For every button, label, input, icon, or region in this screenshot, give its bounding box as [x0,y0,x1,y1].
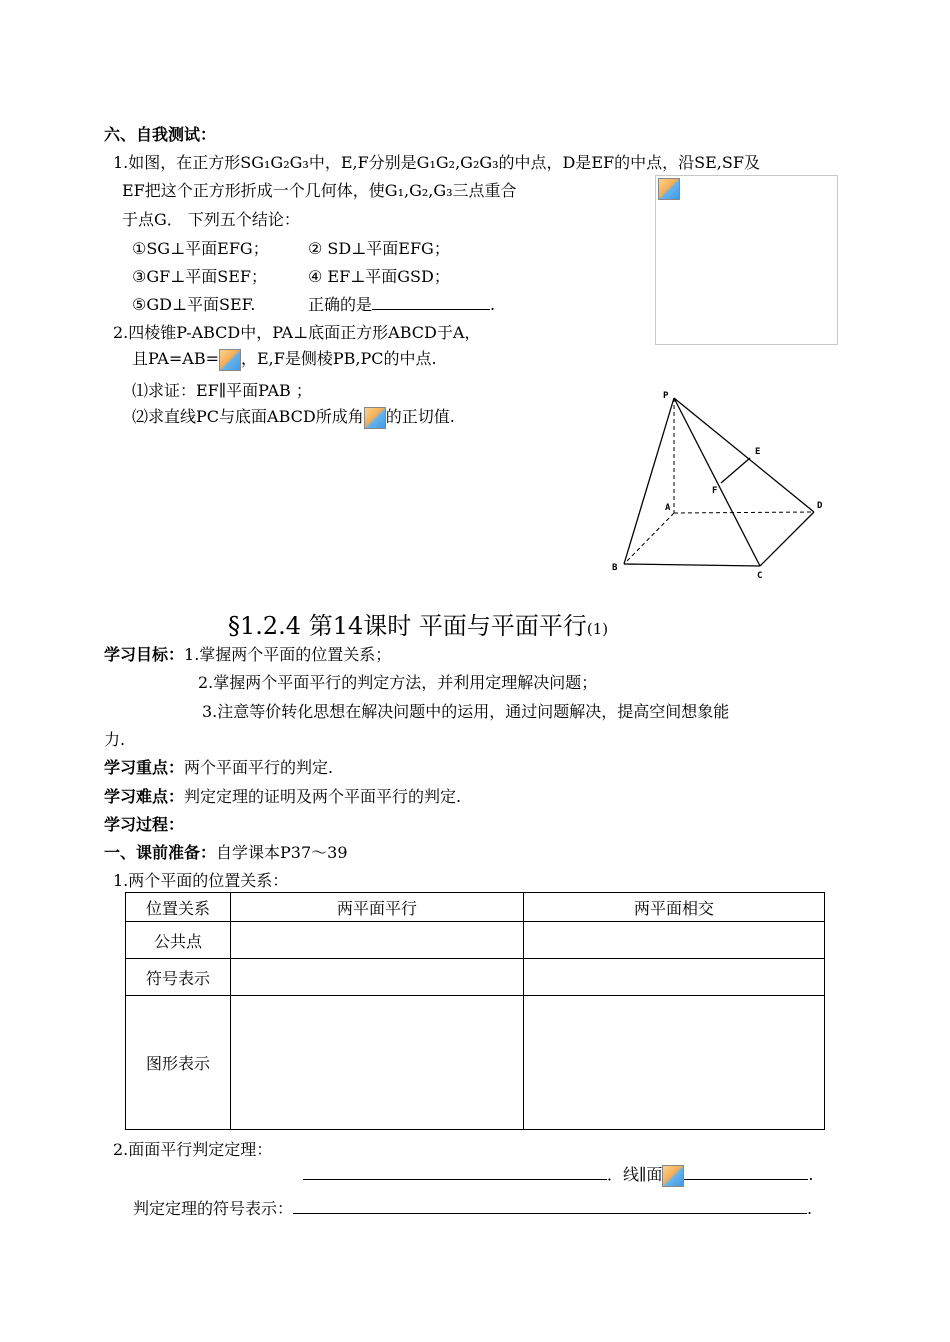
theorem-blank-1[interactable] [303,1165,607,1180]
position-table [125,892,825,1130]
goal-2: 2.掌握两个平面平行的判定方法，并利用定理解决问题； [198,673,598,692]
label-b: B [612,563,618,573]
answer-blank [372,295,490,310]
broken-image-icon [658,178,680,200]
table-header: 两平面相交 [524,893,825,922]
label-p: P [663,391,669,401]
theorem-image-icon [662,1165,684,1187]
symbol-blank[interactable] [293,1199,807,1214]
item-2: 2.面面平行判定定理： [113,1140,273,1159]
goals-line-1: 学习目标：1.掌握两个平面的位置关系； [104,645,392,664]
item-1: 1.两个平面的位置关系： [113,871,289,890]
answer-prompt: 正确的是 . [308,295,496,314]
choice-5: ⑤GD⊥平面SEF. [132,295,256,314]
choice-3: ③GF⊥平面SEF； [132,267,268,286]
segment-ef [721,458,750,483]
figure-frame [655,175,838,345]
table-cell[interactable] [524,959,825,996]
table-header: 两平面平行 [231,893,524,922]
table-row [126,959,825,996]
choice-1: ①SG⊥平面EFG； [132,239,269,258]
symbol-line: 判定定理的符号表示： . [133,1199,813,1218]
edge-cd [760,512,814,566]
process-label: 学习过程： [104,815,185,834]
table-row [126,996,825,1130]
edge-pc [674,398,760,566]
theorem-line: ．线∥面 . [303,1162,814,1187]
answer-label: 正确的是 [308,295,373,314]
question-2-sub-2: ⑵求直线PC与底面ABCD所成角 的正切值. [132,404,455,429]
row-label: 符号表示 [126,959,231,996]
question-1-line-1: 1.如图，在正方形SG₁G₂G₃中，E,F分别是G₁G₂,G₂G₃的中点，D是EF的中点，沿SE,SF及 [113,153,760,172]
row-label: 图形表示 [126,996,231,1130]
difficulty-line: 学习难点：判定定理的证明及两个平面平行的判定. [104,787,462,806]
table-header-row [126,893,825,922]
focus-line: 学习重点：两个平面平行的判定. [104,758,334,777]
edge-bc [624,564,760,566]
table-cell[interactable] [231,996,524,1130]
label-e: E [755,447,761,457]
theorem-blank-2[interactable] [684,1165,808,1180]
question-2-line-1: 2.四棱锥P-ABCD中，PA⊥底面正方形ABCD于A， [113,323,481,342]
table-header: 位置关系 [126,893,231,922]
label-a: A [665,503,671,513]
label-d: D [817,501,823,511]
section-heading: 六、自我测试： [104,125,217,144]
label-f: F [712,486,718,496]
label-c: C [757,571,763,581]
formula-image-icon [219,349,241,371]
table-row [126,922,825,959]
table-cell[interactable] [231,959,524,996]
pyramid-diagram [600,380,840,590]
table-cell[interactable] [524,922,825,959]
question-2-sub-1: ⑴求证：EF∥平面PAB ； [132,381,312,400]
choice-2: ② SD⊥平面EFG； [308,239,450,258]
question-1-line-3: 于点G． 下列五个结论： [122,210,300,229]
prep-line: 一、课前准备：自学课本P37～39 [104,843,348,862]
table-cell[interactable] [524,996,825,1130]
angle-image-icon [364,407,386,429]
table-cell[interactable] [231,922,524,959]
question-1-line-2: EF把这个正方形折成一个几何体，使G₁,G₂,G₃三点重合 [122,181,517,200]
lesson-title: §1.2.4 第14课时 平面与平面平行(1) [228,612,609,640]
question-2-line-2: 且PA=AB= ，E,F是侧棱PB,PC的中点. [132,346,437,371]
goal-3: 3.注意等价转化思想在解决问题中的运用，通过问题解决，提高空间想象能 [202,702,730,721]
edge-ad-hidden [674,512,814,513]
goal-3-continued: 力. [104,730,126,749]
row-label: 公共点 [126,922,231,959]
edge-pd [674,398,814,512]
choice-4: ④ EF⊥平面GSD； [308,267,450,286]
